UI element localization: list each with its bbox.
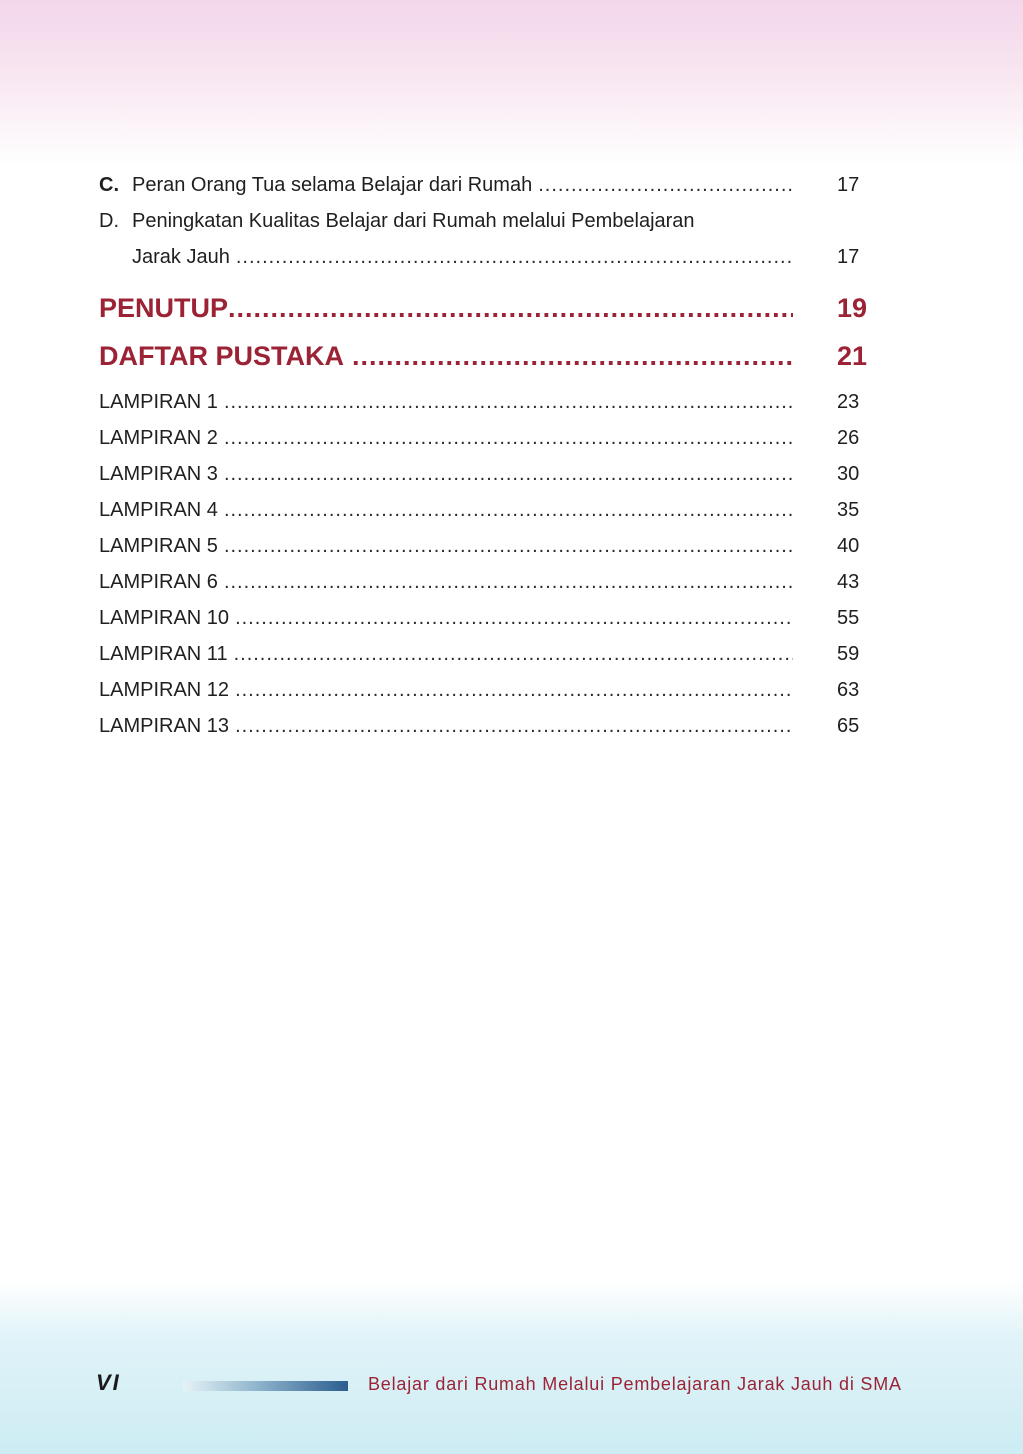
toc-entry-lampiran[interactable] (99, 388, 793, 416)
dot-leader (236, 243, 793, 271)
dot-leader (224, 460, 793, 488)
toc-entry-lampiran[interactable] (99, 604, 793, 632)
toc-entry-label: LAMPIRAN 1 (99, 391, 218, 413)
toc-entry-page: 17 (837, 174, 860, 196)
toc-entry-letter: C. (99, 174, 119, 196)
toc-entry-label: LAMPIRAN 6 (99, 571, 218, 593)
toc-entry-page: 63 (837, 679, 860, 701)
footer-decorative-bar (183, 1381, 348, 1391)
page-number: VI (96, 1370, 121, 1395)
toc-entry-label: DAFTAR PUSTAKA (99, 341, 344, 371)
toc-entry-label: PENUTUP (99, 293, 229, 323)
dot-leader (235, 604, 793, 632)
toc-entry-label: Peran Orang Tua selama Belajar dari Rumah (132, 174, 533, 196)
toc-entry-page: 30 (837, 463, 860, 485)
toc-entry-lampiran[interactable] (99, 460, 793, 488)
toc-entry-lampiran[interactable] (99, 712, 793, 740)
dot-leader (228, 290, 793, 326)
dot-leader (224, 424, 793, 452)
toc-entry-label: LAMPIRAN 2 (99, 427, 218, 449)
toc-entry-lampiran[interactable] (99, 532, 793, 560)
toc-entry-page: 17 (837, 246, 860, 268)
toc-entry-page: 26 (837, 427, 860, 449)
toc-entry-page: 19 (837, 293, 868, 323)
toc-entry-label: LAMPIRAN 10 (99, 607, 230, 629)
toc-entry-page: 21 (837, 341, 868, 371)
dot-leader (224, 532, 793, 560)
toc-entry-penutup[interactable] (99, 290, 793, 326)
header-gradient-band (0, 0, 1023, 165)
toc-entry-lampiran[interactable] (99, 496, 793, 524)
toc-entry-lampiran[interactable] (99, 568, 793, 596)
toc-entry-lampiran[interactable] (99, 424, 793, 452)
toc-entry-page: 40 (837, 535, 860, 557)
toc-entry-label: LAMPIRAN 13 (99, 715, 230, 737)
dot-leader (224, 388, 793, 416)
dot-leader (234, 640, 793, 668)
toc-entry-label: LAMPIRAN 12 (99, 679, 230, 701)
toc-entry-label: Peningkatan Kualitas Belajar dari Rumah melalui Pembelajaran (132, 210, 695, 232)
toc-entry-page: 23 (837, 391, 860, 413)
dot-leader (538, 171, 793, 199)
toc-entry-d-line2[interactable] (132, 243, 793, 271)
toc-entry-page: 59 (837, 643, 860, 665)
footer-book-title: Belajar dari Rumah Melalui Pembelajaran Jarak Jauh di SMA (368, 1374, 902, 1394)
toc-entry-label: LAMPIRAN 3 (99, 463, 218, 485)
toc-entry-label: LAMPIRAN 5 (99, 535, 218, 557)
toc-entry-lampiran[interactable] (99, 676, 793, 704)
toc-entry-page: 43 (837, 571, 860, 593)
toc-entry-page: 65 (837, 715, 860, 737)
footer-gradient-band (0, 1280, 1023, 1454)
dot-leader (224, 568, 793, 596)
dot-leader (235, 676, 793, 704)
toc-entry-page: 35 (837, 499, 860, 521)
toc-entry-page: 55 (837, 607, 860, 629)
toc-entry-daftar-pustaka[interactable] (99, 338, 793, 374)
toc-entry-d-line1[interactable] (99, 207, 695, 235)
toc-entry-lampiran[interactable] (99, 640, 793, 668)
dot-leader (235, 712, 793, 740)
toc-entry-label: LAMPIRAN 4 (99, 499, 218, 521)
toc-entry-letter: D. (99, 210, 119, 232)
toc-entry-label: LAMPIRAN 11 (99, 643, 228, 665)
dot-leader (224, 496, 793, 524)
toc-entry-c[interactable] (99, 171, 793, 199)
dot-leader (352, 338, 793, 374)
toc-entry-label: Jarak Jauh (132, 246, 230, 268)
